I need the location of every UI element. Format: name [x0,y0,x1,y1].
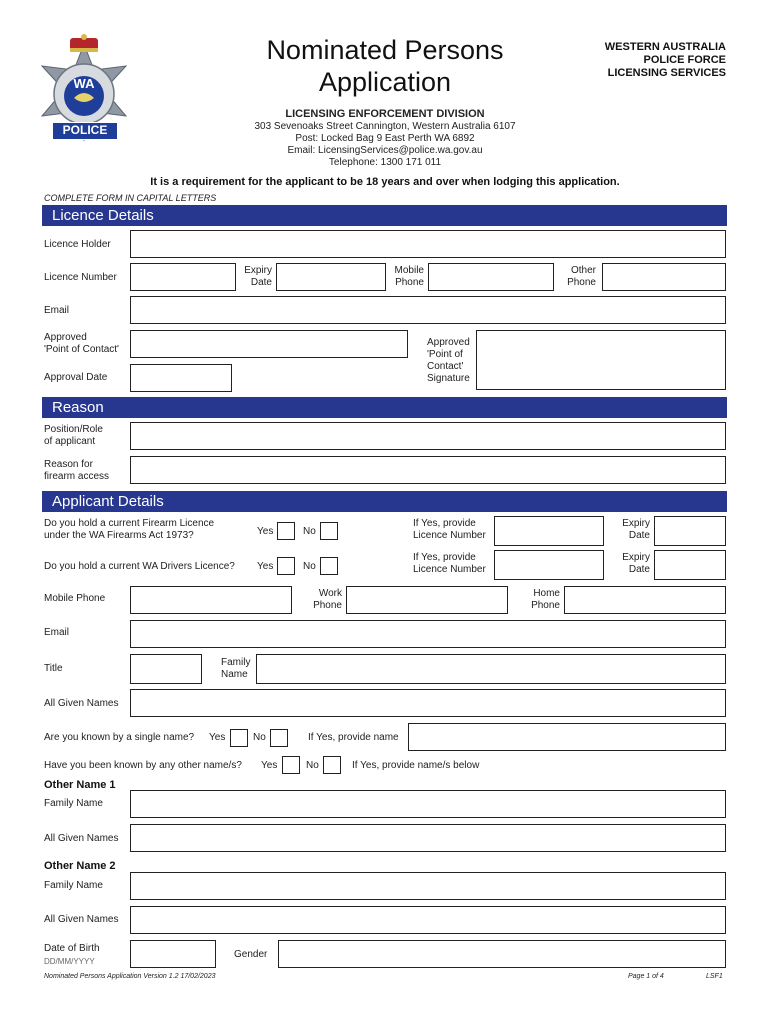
other1-family-input[interactable] [130,790,726,818]
mobile-phone-label [386,265,424,289]
other2-family-input[interactable] [130,872,726,900]
family-name-label [221,657,250,681]
approved-label-line1: Approved [44,332,87,343]
title-label: Title [44,663,63,674]
licence-holder-label: Licence Holder [44,239,111,250]
mobile-label-line1: Mobile [394,265,424,276]
other-name-1-heading: Other Name 1 [44,779,116,791]
firearm-licence-number-input[interactable] [494,516,604,546]
drivers-ifyes-label [413,552,486,576]
agency-name [605,41,726,80]
licence-email-label: Email [44,305,70,316]
badge-top-text: WA [73,76,95,91]
gender-input[interactable] [278,940,726,968]
drivers-yes-label: Yes [257,561,274,572]
page-title: Nominated Persons [266,35,504,65]
address-line: 303 Sevenoaks Street Cannington, Western Australia 6107 [254,121,516,132]
drivers-no-label: No [303,561,316,572]
firearm-expiry-label [608,518,650,542]
approval-date-input[interactable] [130,364,232,392]
work-phone-label [296,588,342,612]
reason-label-line2: firearm access [44,471,110,482]
firearm-question-line1: Do you hold a current Firearm Licence [44,518,215,529]
applicant-mobile-input[interactable] [130,586,292,614]
drivers-expiry-input[interactable] [654,550,726,580]
footer-form-code: LSF1 [706,973,723,980]
other1-family-label: Family Name [44,798,103,809]
dob-input[interactable] [130,940,216,968]
position-role-input[interactable] [130,422,726,450]
firearm-licence-question [44,518,214,542]
firearm-expiry-input[interactable] [654,516,726,546]
work-label-line1: Work [318,588,342,599]
firearm-question-line2: under the WA Firearms Act 1973? [44,530,194,541]
agency-line-3: LICENSING SERVICES [607,67,726,79]
page-title-line2: Application [318,67,452,97]
single-yes-checkbox[interactable] [230,729,248,747]
firearm-ifyes-label [413,518,486,542]
firearm-no-label: No [303,526,316,537]
section-licence-details: Licence Details [42,205,727,226]
given-names-input[interactable] [130,689,726,717]
wa-police-badge [34,32,134,150]
other-yes-label: Yes [261,760,278,771]
position-role-label [44,424,103,448]
drivers-no-checkbox[interactable] [320,557,338,575]
given-names-label: All Given Names [44,698,119,709]
firearm-yes-label: Yes [257,526,274,537]
phone-line: Telephone: 1300 171 011 [328,157,442,168]
age-requirement: It is a requirement for the applicant to be 18 years and over when lodging this application. [150,176,620,188]
reason-firearm-input[interactable] [130,456,726,484]
signature-label-line3: Contact' [427,361,464,372]
other-name-2-heading: Other Name 2 [44,860,116,872]
other2-family-label: Family Name [44,880,103,891]
expiry-label-line2: Date [250,277,272,288]
agency-line-2: POLICE FORCE [643,54,726,66]
expiry-date-label [236,265,272,289]
approved-contact-label [44,332,119,356]
post-line: Post: Locked Bag 9 East Perth WA 6892 [295,133,475,144]
reason-firearm-label [44,459,109,483]
dob-format-hint: DD/MM/YYYY [44,957,95,966]
work-phone-input[interactable] [346,586,508,614]
drivers-expiry-label [608,552,650,576]
home-phone-input[interactable] [564,586,726,614]
family-label-line2: Name [221,669,248,680]
expiry-label-line1: Expiry [244,265,272,276]
family-name-input[interactable] [256,654,726,684]
single-name-question: Are you known by a single name? [44,732,195,743]
drivers-expiry-line1: Expiry [622,552,650,563]
section-reason: Reason [42,397,727,418]
drivers-ifyes-line1: If Yes, provide [413,552,476,563]
home-label-line1: Home [533,588,560,599]
signature-label-line1: Approved [427,337,470,348]
division-name: LICENSING ENFORCEMENT DIVISION [285,108,485,120]
other-label-line2: Phone [567,277,596,288]
home-phone-label [512,588,560,612]
agency-line-1: WESTERN AUSTRALIA [604,41,726,53]
single-yes-label: Yes [209,732,226,743]
approved-signature-input[interactable] [476,330,726,390]
signature-label-line2: 'Point of [427,349,463,360]
other-phone-input[interactable] [602,263,726,291]
section-applicant-details: Applicant Details [42,491,727,512]
reason-label-line1: Reason for [44,459,93,470]
drivers-licence-question: Do you hold a current WA Drivers Licence? [44,561,235,572]
badge-bottom-text: POLICE [62,123,108,137]
other-phone-label [556,265,596,289]
approved-label-line2: 'Point of Contact' [44,344,119,355]
mobile-phone-input[interactable] [428,263,554,291]
licence-number-label: Licence Number [44,272,117,283]
other2-given-input[interactable] [130,906,726,934]
applicant-mobile-label: Mobile Phone [44,593,106,604]
mobile-label-line2: Phone [395,277,424,288]
capital-letters-instruction: COMPLETE FORM IN CAPITAL LETTERS [44,193,217,203]
licence-number-input[interactable] [130,263,236,291]
position-label-line1: Position/Role [44,424,103,435]
applicant-email-input[interactable] [130,620,726,648]
drivers-yes-checkbox[interactable] [277,557,295,575]
firearm-ifyes-line1: If Yes, provide [413,518,476,529]
firearm-yes-checkbox[interactable] [277,522,295,540]
email-line: Email: LicensingServices@police.wa.gov.au [287,145,483,156]
other-no-label: No [306,760,319,771]
home-label-line2: Phone [531,600,560,611]
approval-date-label: Approval Date [44,372,108,383]
other-ifyes-label: If Yes, provide name/s below [352,760,480,771]
firearm-ifyes-line2: Licence Number [413,530,486,541]
gender-label: Gender [234,949,268,960]
other2-given-label: All Given Names [44,914,119,925]
applicant-email-label: Email [44,627,70,638]
single-ifyes-label: If Yes, provide name [308,732,399,743]
firearm-expiry-line2: Date [628,530,650,541]
footer-page-number: Page 1 of 4 [628,973,664,980]
other-label-line1: Other [570,265,596,276]
single-name-input[interactable] [408,723,726,751]
drivers-ifyes-line2: Licence Number [413,564,486,575]
approved-contact-input[interactable] [130,330,408,358]
dob-label: Date of Birth [44,943,100,954]
single-no-label: No [253,732,266,743]
position-label-line2: of applicant [44,436,96,447]
title-input[interactable] [130,654,202,684]
other-yes-checkbox[interactable] [282,756,300,774]
licence-holder-input[interactable] [130,230,726,258]
other1-given-input[interactable] [130,824,726,852]
firearm-no-checkbox[interactable] [320,522,338,540]
expiry-date-input[interactable] [276,263,386,291]
drivers-licence-number-input[interactable] [494,550,604,580]
footer-version: Nominated Persons Application Version 1.2 17/02/2023 [44,973,216,980]
approved-signature-label [427,337,470,385]
other-no-checkbox[interactable] [323,756,341,774]
family-label-line1: Family [221,657,251,668]
other1-given-label: All Given Names [44,833,119,844]
signature-label-line4: Signature [427,373,470,384]
firearm-expiry-line1: Expiry [622,518,650,529]
other-names-question: Have you been known by any other name/s? [44,760,242,771]
single-no-checkbox[interactable] [270,729,288,747]
work-label-line2: Phone [313,600,342,611]
licence-email-input[interactable] [130,296,726,324]
drivers-expiry-line2: Date [628,564,650,575]
